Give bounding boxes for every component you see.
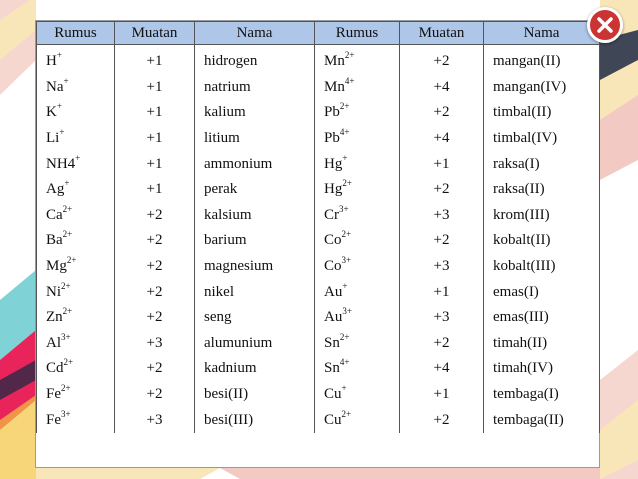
formula-charge: + (59, 127, 65, 138)
cell-nama-2: timbal(IV) (484, 126, 600, 152)
cell-rumus-2 (315, 151, 400, 177)
cell-muatan-1: +2 (115, 203, 195, 229)
table-row (37, 407, 600, 433)
cell-rumus-2 (315, 382, 400, 408)
formula-base: Fe (46, 411, 61, 428)
cell-rumus-1 (37, 254, 115, 280)
cell-muatan-1: +2 (115, 382, 195, 408)
cell-rumus-2 (315, 279, 400, 305)
cell-muatan-1: +3 (115, 407, 195, 433)
cell-nama-2: timah(II) (484, 331, 600, 357)
formula-base: Hg (324, 181, 343, 198)
cell-nama-2: raksa(I) (484, 151, 600, 177)
header-rumus-1: Rumus (37, 22, 115, 45)
formula-base: Pb (324, 104, 340, 121)
formula-charge: 3+ (341, 255, 352, 266)
cell-muatan-1: +2 (115, 356, 195, 382)
formula-base: Li (46, 130, 60, 147)
table-row (37, 100, 600, 126)
header-muatan-1: Muatan (115, 22, 195, 45)
formula-charge: 3+ (342, 306, 352, 317)
cell-rumus-1 (37, 228, 115, 254)
cell-rumus-1 (37, 151, 115, 177)
cell-nama-2: tembaga(II) (484, 407, 600, 433)
cell-rumus-1 (37, 45, 115, 75)
formula-base: Mn (324, 53, 345, 70)
formula-base: Na (46, 78, 64, 95)
cell-rumus-1 (37, 126, 115, 152)
table-row (37, 177, 600, 203)
cell-rumus-2 (315, 407, 400, 433)
formula-base: Pb (324, 130, 340, 147)
formula-base: Sn (324, 334, 340, 351)
cell-nama-2: krom(III) (484, 203, 600, 229)
close-x-icon (595, 15, 615, 35)
cell-nama-2: timah(IV) (484, 356, 600, 382)
table-row (37, 254, 600, 280)
cell-rumus-2 (315, 45, 400, 75)
cell-rumus-1 (37, 331, 115, 357)
cell-muatan-2: +4 (400, 356, 484, 382)
cell-nama-1: besi(II) (195, 382, 315, 408)
cell-nama-1: alumunium (195, 331, 315, 357)
formula-base: NH4 (46, 155, 76, 172)
formula-charge: 2+ (339, 331, 350, 342)
cell-muatan-2: +1 (400, 382, 484, 408)
cell-rumus-2 (315, 305, 400, 331)
cell-nama-1: hidrogen (195, 45, 315, 75)
formula-charge: 2+ (341, 229, 352, 240)
cell-muatan-1: +1 (115, 100, 195, 126)
table-row (37, 356, 600, 382)
cell-muatan-1: +1 (115, 177, 195, 203)
formula-base: Ni (46, 283, 61, 300)
table-header-row (37, 22, 600, 45)
cell-rumus-1 (37, 75, 115, 101)
cell-nama-1: nikel (195, 279, 315, 305)
cell-nama-2: emas(III) (484, 305, 600, 331)
cell-muatan-1: +2 (115, 305, 195, 331)
cell-nama-1: barium (195, 228, 315, 254)
cell-muatan-2: +3 (400, 305, 484, 331)
formula-charge: 2+ (61, 280, 71, 291)
cell-nama-2: mangan(IV) (484, 75, 600, 101)
formula-base: Fe (46, 386, 61, 403)
cell-rumus-1 (37, 356, 115, 382)
cell-muatan-2: +2 (400, 331, 484, 357)
cell-rumus-1 (37, 407, 115, 433)
cell-rumus-2 (315, 75, 400, 101)
formula-base: Cu (324, 411, 342, 428)
formula-charge: 2+ (62, 229, 73, 240)
formula-charge: + (341, 383, 347, 394)
cell-muatan-2: +2 (400, 228, 484, 254)
cell-rumus-2 (315, 254, 400, 280)
table-row (37, 228, 600, 254)
table-row (37, 126, 600, 152)
cell-nama-2: kobalt(III) (484, 254, 600, 280)
cell-nama-1: natrium (195, 75, 315, 101)
cell-muatan-2: +1 (400, 279, 484, 305)
formula-charge: 2+ (344, 50, 355, 61)
cell-muatan-2: +2 (400, 100, 484, 126)
table-row (37, 203, 600, 229)
cell-muatan-2: +4 (400, 75, 484, 101)
formula-base: Ag (46, 181, 65, 198)
formula-charge: 4+ (339, 127, 350, 138)
formula-base: Zn (46, 309, 63, 326)
formula-base: Ca (46, 206, 63, 223)
cell-nama-2: kobalt(II) (484, 228, 600, 254)
cell-rumus-1 (37, 279, 115, 305)
cell-nama-2: mangan(II) (484, 45, 600, 75)
formula-charge: + (342, 152, 348, 163)
cell-muatan-2: +4 (400, 126, 484, 152)
formula-charge: 2+ (61, 383, 71, 394)
cell-nama-1: perak (195, 177, 315, 203)
cell-nama-2: raksa(II) (484, 177, 600, 203)
table-row (37, 331, 600, 357)
cell-muatan-1: +2 (115, 228, 195, 254)
formula-base: Ba (46, 232, 63, 249)
header-rumus-2: Rumus (315, 22, 400, 45)
header-muatan-2: Muatan (400, 22, 484, 45)
cell-rumus-2 (315, 331, 400, 357)
cell-rumus-2 (315, 203, 400, 229)
table-row (37, 75, 600, 101)
formula-charge: + (75, 152, 81, 163)
cell-muatan-1: +1 (115, 75, 195, 101)
cell-nama-1: kalium (195, 100, 315, 126)
formula-charge: 3+ (61, 331, 71, 342)
cell-nama-1: ammonium (195, 151, 315, 177)
formula-charge: + (56, 101, 62, 112)
formula-charge: 3+ (61, 408, 71, 419)
formula-charge: + (63, 75, 69, 86)
ion-table (36, 21, 600, 433)
header-nama-2: Nama (484, 22, 600, 45)
cell-muatan-2: +2 (400, 45, 484, 75)
cell-muatan-2: +2 (400, 177, 484, 203)
formula-charge: 2+ (341, 408, 352, 419)
cell-muatan-2: +3 (400, 203, 484, 229)
formula-charge: 2+ (62, 306, 73, 317)
formula-charge: + (342, 280, 348, 291)
formula-base: Au (324, 283, 343, 300)
cell-muatan-1: +1 (115, 151, 195, 177)
cell-muatan-2: +3 (400, 254, 484, 280)
formula-base: Mn (324, 78, 345, 95)
cell-nama-2: timbal(II) (484, 100, 600, 126)
cell-rumus-2 (315, 126, 400, 152)
cell-nama-1: seng (195, 305, 315, 331)
cell-rumus-1 (37, 305, 115, 331)
cell-rumus-1 (37, 203, 115, 229)
formula-charge: + (56, 50, 62, 61)
cell-rumus-2 (315, 228, 400, 254)
formula-charge: 4+ (339, 357, 350, 368)
formula-base: K (46, 104, 57, 121)
formula-base: Sn (324, 360, 340, 377)
formula-base: Cr (324, 206, 339, 223)
cell-nama-2: emas(I) (484, 279, 600, 305)
table-row (37, 382, 600, 408)
formula-base: Cu (324, 386, 342, 403)
formula-base: Mg (46, 258, 67, 275)
cell-muatan-1: +2 (115, 279, 195, 305)
cell-muatan-1: +3 (115, 331, 195, 357)
formula-charge: + (64, 178, 70, 189)
formula-charge: 4+ (344, 75, 355, 86)
cell-muatan-2: +2 (400, 407, 484, 433)
formula-charge: 2+ (339, 101, 350, 112)
table-row (37, 279, 600, 305)
cell-muatan-1: +2 (115, 254, 195, 280)
cell-rumus-2 (315, 100, 400, 126)
cell-muatan-1: +1 (115, 45, 195, 75)
table-row (37, 305, 600, 331)
formula-charge: 3+ (339, 203, 349, 214)
formula-charge: 2+ (342, 178, 352, 189)
table-body (37, 45, 600, 433)
formula-charge: 2+ (62, 203, 73, 214)
formula-base: Au (324, 309, 343, 326)
formula-base: Cd (46, 360, 64, 377)
formula-base: Co (324, 258, 342, 275)
cell-nama-1: magnesium (195, 254, 315, 280)
cell-rumus-1 (37, 382, 115, 408)
cell-nama-2: tembaga(I) (484, 382, 600, 408)
cell-nama-1: besi(III) (195, 407, 315, 433)
cell-nama-1: kadnium (195, 356, 315, 382)
formula-base: Co (324, 232, 342, 249)
cell-rumus-2 (315, 177, 400, 203)
ion-table-container (35, 20, 600, 468)
cell-muatan-2: +1 (400, 151, 484, 177)
cell-muatan-1: +1 (115, 126, 195, 152)
table-row (37, 45, 600, 75)
formula-charge: 2+ (66, 255, 77, 266)
cell-rumus-2 (315, 356, 400, 382)
cell-nama-1: kalsium (195, 203, 315, 229)
cell-nama-1: litium (195, 126, 315, 152)
formula-base: H (46, 53, 57, 70)
cell-rumus-1 (37, 100, 115, 126)
cell-rumus-1 (37, 177, 115, 203)
header-nama-1: Nama (195, 22, 315, 45)
formula-base: Al (46, 334, 61, 351)
table-row (37, 151, 600, 177)
close-button[interactable] (587, 7, 623, 43)
formula-base: Hg (324, 155, 343, 172)
formula-charge: 2+ (63, 357, 74, 368)
